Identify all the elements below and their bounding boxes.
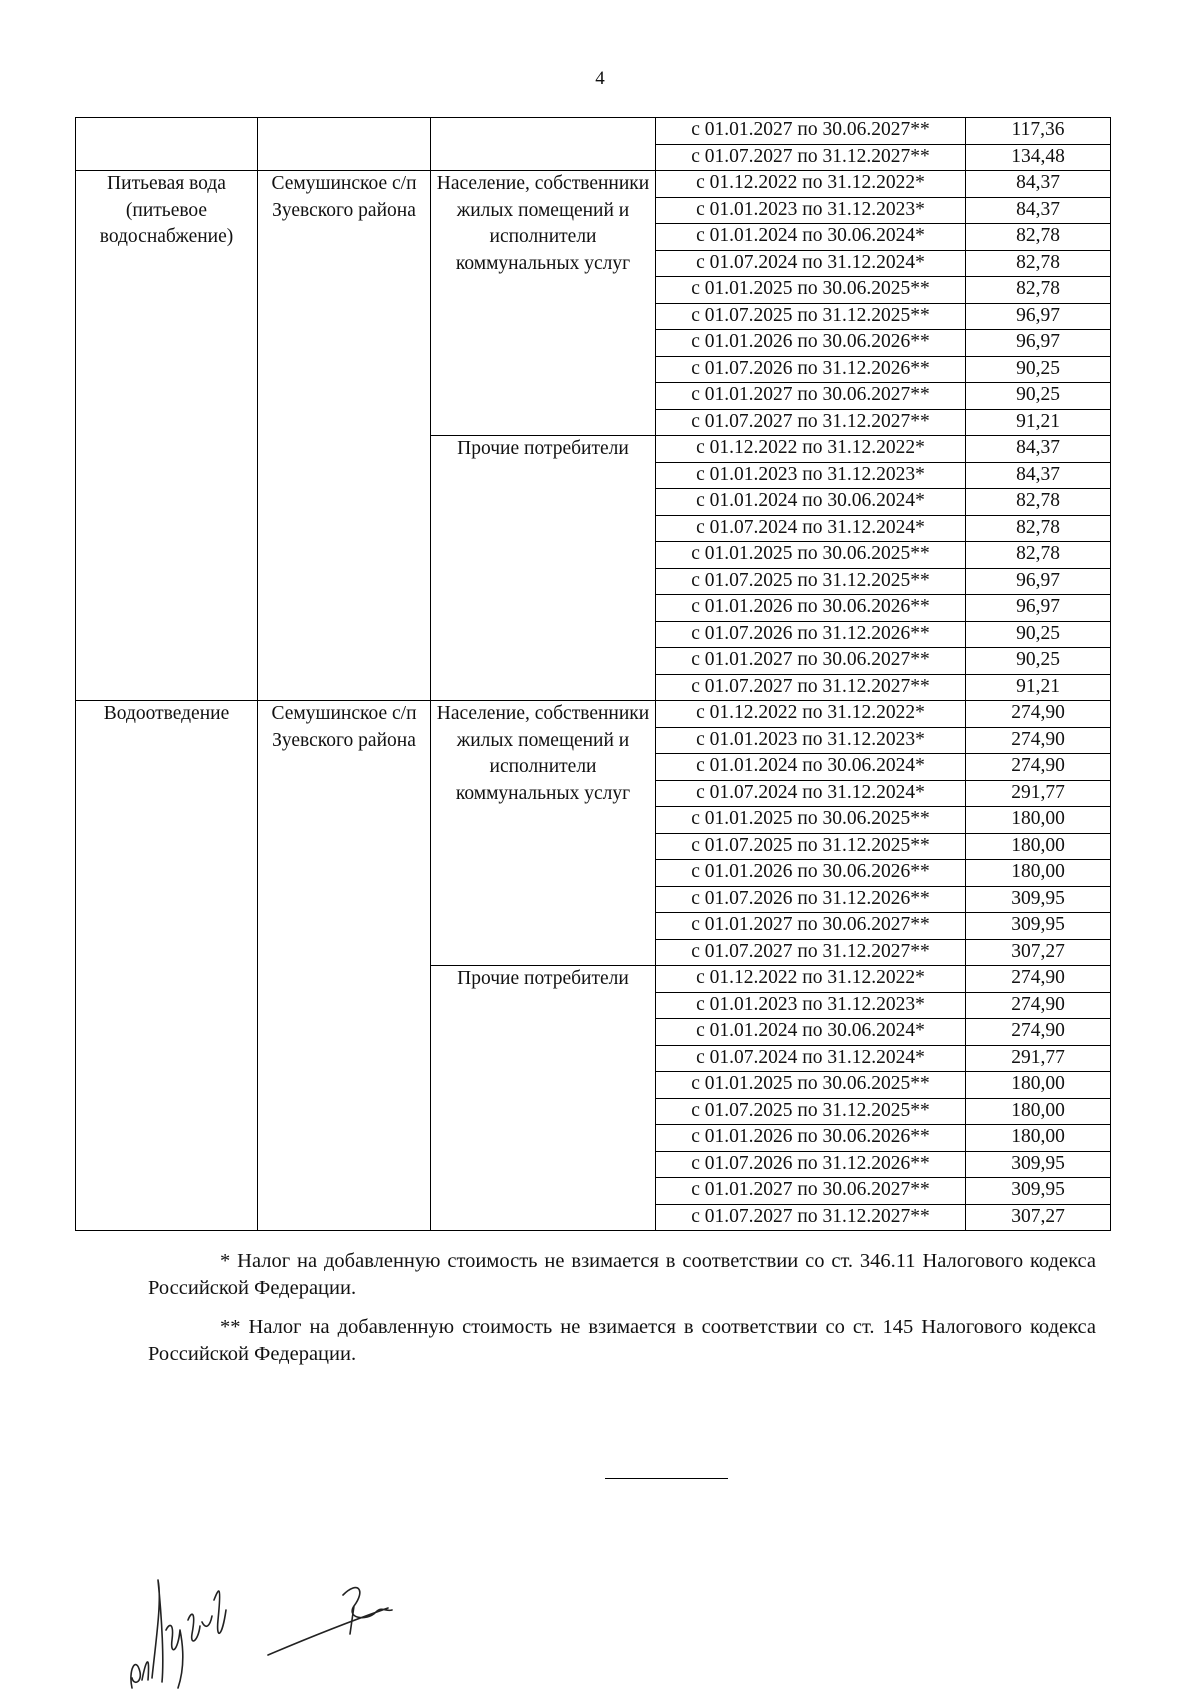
tariff-value-cell: 90,25	[966, 383, 1111, 410]
table-row	[76, 118, 1111, 145]
period-cell: с 01.07.2026 по 31.12.2026**	[656, 1151, 966, 1178]
period-cell: с 01.01.2023 по 31.12.2023*	[656, 197, 966, 224]
end-separator-line	[605, 1478, 728, 1479]
table-row	[76, 701, 1111, 728]
period-cell: с 01.01.2026 по 30.06.2026**	[656, 595, 966, 622]
territory-cell: Семушинское с/п Зуевского района	[258, 701, 431, 1231]
tariff-value-cell: 180,00	[966, 833, 1111, 860]
period-cell: с 01.01.2026 по 30.06.2026**	[656, 330, 966, 357]
period-cell: с 01.01.2023 по 31.12.2023*	[656, 462, 966, 489]
tariff-value-cell: 84,37	[966, 462, 1111, 489]
consumer-cell: Прочие потребители	[431, 966, 656, 1231]
tariff-value-cell: 291,77	[966, 1045, 1111, 1072]
consumer-cell	[431, 118, 656, 171]
period-cell: с 01.07.2027 по 31.12.2027**	[656, 674, 966, 701]
tariff-value-cell: 307,27	[966, 1204, 1111, 1231]
period-cell: с 01.01.2025 по 30.06.2025**	[656, 542, 966, 569]
tariff-value-cell: 309,95	[966, 1151, 1111, 1178]
period-cell: с 01.07.2026 по 31.12.2026**	[656, 356, 966, 383]
footnote-vat-145: ** Налог на добавленную стоимость не взимается в соответствии со ст. 145 Налогового кодекса Российской Федерации.	[148, 1316, 1096, 1365]
tariff-value-cell: 274,90	[966, 992, 1111, 1019]
period-cell: с 01.07.2025 по 31.12.2025**	[656, 1098, 966, 1125]
period-cell: с 01.01.2027 по 30.06.2027**	[656, 1178, 966, 1205]
period-cell: с 01.07.2027 по 31.12.2027**	[656, 409, 966, 436]
tariff-value-cell: 309,95	[966, 913, 1111, 940]
tariff-value-cell: 291,77	[966, 780, 1111, 807]
service-cell: Питьевая вода (питьевое водоснабжение)	[76, 171, 258, 701]
period-cell: с 01.12.2022 по 31.12.2022*	[656, 966, 966, 993]
period-cell: с 01.01.2024 по 30.06.2024*	[656, 1019, 966, 1046]
period-cell: с 01.01.2023 по 31.12.2023*	[656, 992, 966, 1019]
table-row	[76, 171, 1111, 198]
tariff-value-cell: 274,90	[966, 966, 1111, 993]
period-cell: с 01.07.2027 по 31.12.2027**	[656, 939, 966, 966]
tariff-value-cell: 82,78	[966, 489, 1111, 516]
period-cell: с 01.01.2027 по 30.06.2027**	[656, 648, 966, 675]
period-cell: с 01.01.2027 по 30.06.2027**	[656, 118, 966, 145]
tariff-value-cell: 82,78	[966, 515, 1111, 542]
period-cell: с 01.07.2024 по 31.12.2024*	[656, 250, 966, 277]
period-cell: с 01.01.2023 по 31.12.2023*	[656, 727, 966, 754]
service-cell	[76, 118, 258, 171]
tariff-value-cell: 180,00	[966, 860, 1111, 887]
period-cell: с 01.01.2024 по 30.06.2024*	[656, 754, 966, 781]
period-cell: с 01.07.2026 по 31.12.2026**	[656, 621, 966, 648]
tariff-value-cell: 309,95	[966, 1178, 1111, 1205]
period-cell: с 01.07.2024 по 31.12.2024*	[656, 1045, 966, 1072]
tariff-value-cell: 82,78	[966, 542, 1111, 569]
period-cell: с 01.01.2025 по 30.06.2025**	[656, 807, 966, 834]
period-cell: с 01.01.2024 по 30.06.2024*	[656, 224, 966, 251]
tariff-value-cell: 180,00	[966, 1072, 1111, 1099]
tariff-value-cell: 82,78	[966, 250, 1111, 277]
tariff-value-cell: 180,00	[966, 1125, 1111, 1152]
period-cell: с 01.12.2022 по 31.12.2022*	[656, 436, 966, 463]
tariff-value-cell: 96,97	[966, 303, 1111, 330]
footnote-vat-346-11: * Налог на добавленную стоимость не взимается в соответствии со ст. 346.11 Налогового кодекса Российской Федерации.	[148, 1250, 1096, 1299]
tariff-value-cell: 91,21	[966, 674, 1111, 701]
period-cell: с 01.01.2027 по 30.06.2027**	[656, 383, 966, 410]
tariff-value-cell: 90,25	[966, 356, 1111, 383]
period-cell: с 01.07.2027 по 31.12.2027**	[656, 1204, 966, 1231]
footnotes	[148, 1248, 1096, 1380]
period-cell: с 01.12.2022 по 31.12.2022*	[656, 171, 966, 198]
consumer-cell: Население, собственники жилых помещений и исполнители коммунальных услуг	[431, 171, 656, 436]
tariff-value-cell: 274,90	[966, 1019, 1111, 1046]
period-cell: с 01.01.2025 по 30.06.2025**	[656, 1072, 966, 1099]
tariff-value-cell: 96,97	[966, 330, 1111, 357]
consumer-cell: Прочие потребители	[431, 436, 656, 701]
tariff-value-cell: 96,97	[966, 568, 1111, 595]
tariff-value-cell: 180,00	[966, 807, 1111, 834]
handwritten-signatures	[118, 1560, 438, 1690]
period-cell: с 01.07.2024 по 31.12.2024*	[656, 780, 966, 807]
period-cell: с 01.01.2024 по 30.06.2024*	[656, 489, 966, 516]
period-cell: с 01.01.2027 по 30.06.2027**	[656, 913, 966, 940]
period-cell: с 01.07.2025 по 31.12.2025**	[656, 303, 966, 330]
consumer-cell: Население, собственники жилых помещений и исполнители коммунальных услуг	[431, 701, 656, 966]
tariff-value-cell: 134,48	[966, 144, 1111, 171]
tariff-value-cell: 90,25	[966, 621, 1111, 648]
period-cell: с 01.01.2026 по 30.06.2026**	[656, 860, 966, 887]
period-cell: с 01.07.2027 по 31.12.2027**	[656, 144, 966, 171]
page-number: 4	[595, 68, 605, 89]
period-cell: с 01.01.2026 по 30.06.2026**	[656, 1125, 966, 1152]
tariff-table	[75, 117, 1111, 1231]
tariff-value-cell: 90,25	[966, 648, 1111, 675]
tariff-value-cell: 84,37	[966, 171, 1111, 198]
tariff-value-cell: 84,37	[966, 436, 1111, 463]
period-cell: с 01.07.2025 по 31.12.2025**	[656, 833, 966, 860]
tariff-value-cell: 274,90	[966, 754, 1111, 781]
tariff-value-cell: 96,97	[966, 595, 1111, 622]
service-cell: Водоотведение	[76, 701, 258, 1231]
tariff-value-cell: 117,36	[966, 118, 1111, 145]
tariff-value-cell: 91,21	[966, 409, 1111, 436]
period-cell: с 01.12.2022 по 31.12.2022*	[656, 701, 966, 728]
tariff-value-cell: 180,00	[966, 1098, 1111, 1125]
tariff-value-cell: 82,78	[966, 224, 1111, 251]
tariff-table-body	[76, 118, 1111, 1231]
tariff-value-cell: 274,90	[966, 701, 1111, 728]
tariff-value-cell: 82,78	[966, 277, 1111, 304]
period-cell: с 01.07.2025 по 31.12.2025**	[656, 568, 966, 595]
period-cell: с 01.07.2024 по 31.12.2024*	[656, 515, 966, 542]
period-cell: с 01.01.2025 по 30.06.2025**	[656, 277, 966, 304]
tariff-value-cell: 307,27	[966, 939, 1111, 966]
tariff-value-cell: 309,95	[966, 886, 1111, 913]
period-cell: с 01.07.2026 по 31.12.2026**	[656, 886, 966, 913]
tariff-value-cell: 84,37	[966, 197, 1111, 224]
territory-cell	[258, 118, 431, 171]
territory-cell: Семушинское с/п Зуевского района	[258, 171, 431, 701]
tariff-value-cell: 274,90	[966, 727, 1111, 754]
